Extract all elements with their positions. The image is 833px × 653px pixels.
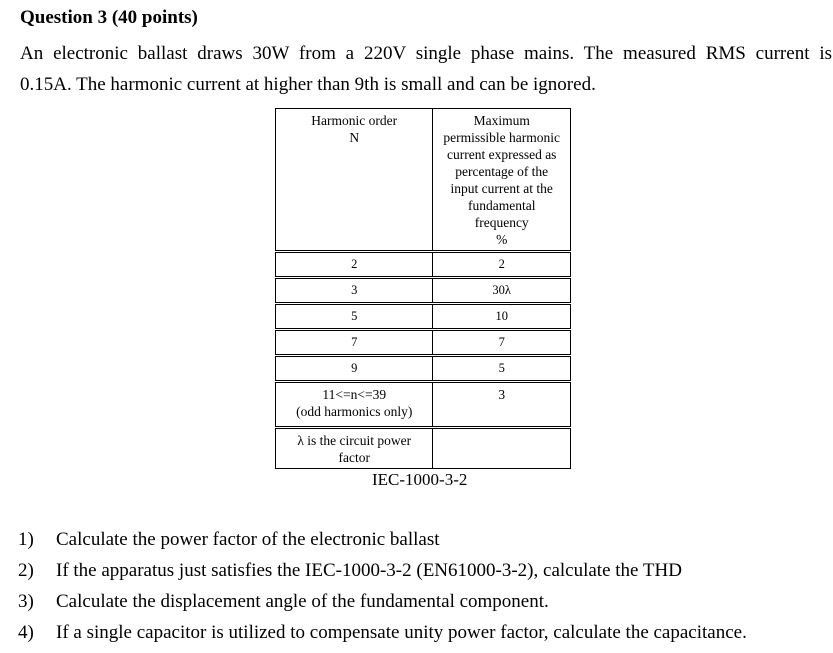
footnote-cell xyxy=(276,428,433,469)
list-item xyxy=(18,620,747,651)
list-item-number: 1) xyxy=(18,529,34,550)
harmonic-order-cell: 2 xyxy=(276,252,433,278)
harmonic-limit-cell: 7 xyxy=(433,330,571,356)
list-item-text: Calculate the power factor of the electronic ballast xyxy=(56,529,440,550)
table-row xyxy=(276,278,571,304)
problem-statement-line-2: 0.15A. The harmonic current at higher than 9th is small and can be ignored. xyxy=(20,74,596,95)
header-harmonic-order xyxy=(276,109,433,252)
footnote-line-1: λ is the circuit power xyxy=(297,433,412,448)
harmonic-order-cell: 5 xyxy=(276,304,433,330)
problem-statement xyxy=(20,38,832,100)
harmonic-order-range: 11<=n<=39 xyxy=(322,387,387,402)
harmonic-limit-cell: 30λ xyxy=(433,278,571,304)
harmonic-limit-cell: 3 xyxy=(433,382,571,428)
header-line: current expressed as xyxy=(446,147,557,162)
list-item-number: 3) xyxy=(18,591,34,612)
list-item-text: If the apparatus just satisfies the IEC-1000-3-2 (EN61000-3-2), calculate the THD xyxy=(56,560,682,581)
table-footnote-row xyxy=(276,428,571,469)
list-item-number: 2) xyxy=(18,560,34,581)
list-item xyxy=(18,589,747,620)
header-line: % xyxy=(496,232,508,247)
table-caption: IEC-1000-3-2 xyxy=(372,470,468,489)
list-item xyxy=(18,558,747,589)
list-item-text: If a single capacitor is utilized to compensate unity power factor, calculate the capacitance. xyxy=(56,622,747,643)
list-item-number: 4) xyxy=(18,622,34,643)
table-row xyxy=(276,356,571,382)
harmonic-limit-cell: 5 xyxy=(433,356,571,382)
header-line: percentage of the xyxy=(455,164,549,179)
harmonic-limits-table xyxy=(275,108,571,469)
table-row-odd-harmonics xyxy=(276,382,571,428)
header-line: permissible harmonic xyxy=(443,130,561,145)
header-line: input current at the xyxy=(450,181,553,196)
harmonic-order-cell: 7 xyxy=(276,330,433,356)
harmonic-order-cell: 3 xyxy=(276,278,433,304)
harmonic-order-range-cell xyxy=(276,382,433,428)
empty-cell xyxy=(433,428,571,469)
header-max-harmonic-current xyxy=(433,109,571,252)
harmonic-limit-cell: 10 xyxy=(433,304,571,330)
table-header-row xyxy=(276,109,571,252)
list-item xyxy=(18,527,747,558)
table-row xyxy=(276,330,571,356)
footnote-line-2: factor xyxy=(338,450,370,465)
header-line: fundamental xyxy=(467,198,536,213)
table-row xyxy=(276,252,571,278)
header-line: frequency xyxy=(474,215,529,230)
harmonic-limit-cell: 2 xyxy=(433,252,571,278)
header-harmonic-order-label: Harmonic order xyxy=(311,113,398,128)
header-line: Maximum xyxy=(473,113,530,128)
question-title: Question 3 (40 points) xyxy=(20,7,198,28)
table-row xyxy=(276,304,571,330)
list-item-text: Calculate the displacement angle of the fundamental component. xyxy=(56,591,549,612)
header-harmonic-order-symbol: N xyxy=(349,130,360,145)
problem-statement-line-1: An electronic ballast draws 30W from a 220V single phase mains. The measured RMS current is xyxy=(20,43,832,64)
harmonic-order-cell: 9 xyxy=(276,356,433,382)
harmonic-order-range-note: (odd harmonics only) xyxy=(296,404,413,419)
question-list xyxy=(18,527,747,651)
